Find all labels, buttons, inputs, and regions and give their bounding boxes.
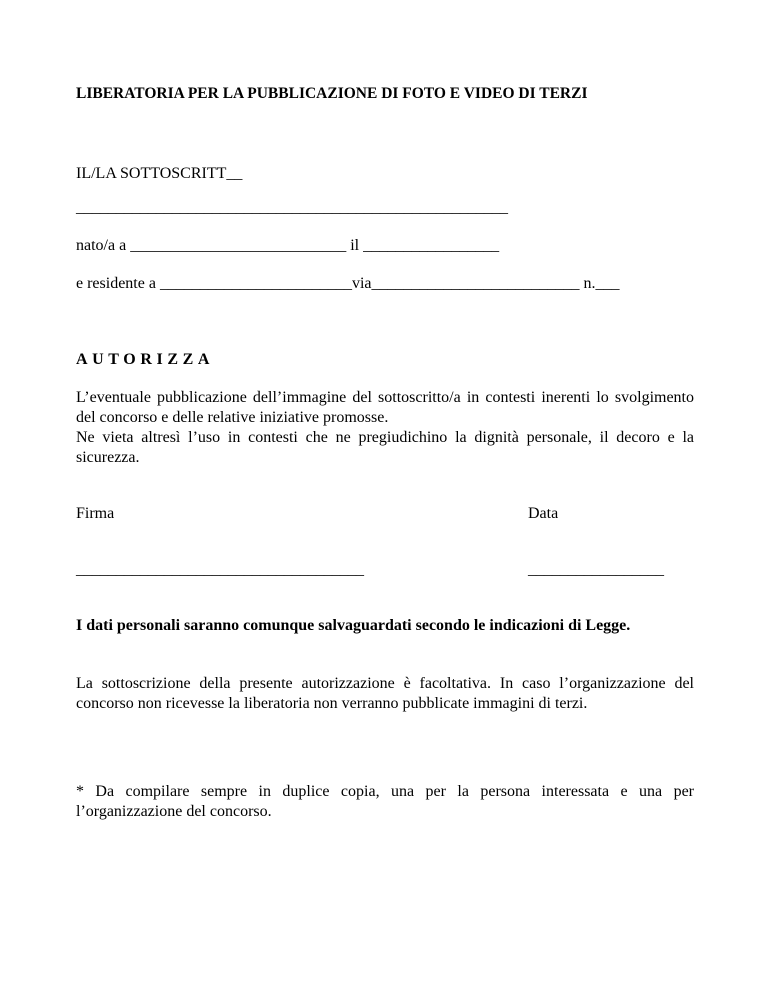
authorize-text-1: L’eventuale pubblicazione dell’immagine del sottoscritto/a in contesti inerenti lo svolgimento del concorso e delle relative iniziative promosse. — [76, 389, 694, 426]
authorize-heading: AUTORIZZA — [76, 351, 215, 368]
signer-label: IL/LA SOTTOSCRITT__ — [76, 165, 243, 182]
authorize-paragraph — [76, 388, 694, 468]
name-blank-line[interactable]: ______________________________________________________ — [76, 199, 508, 216]
privacy-note: I dati personali saranno comunque salvaguardati secondo le indicazioni di Legge. — [76, 617, 631, 634]
signature-label: Firma — [76, 505, 115, 522]
optional-note: La sottoscrizione della presente autorizzazione è facoltativa. In caso l’organizzazione del concorso non ricevesse la liberatoria non verranno pubblicate immagini di terzi. — [76, 675, 694, 712]
document-title: LIBERATORIA PER LA PUBBLICAZIONE DI FOTO E VIDEO DI TERZI — [76, 85, 588, 102]
date-blank-line[interactable]: _________________ — [528, 561, 664, 578]
birth-blank-line[interactable]: nato/a a ___________________________ il _________________ — [76, 237, 500, 254]
date-label: Data — [528, 505, 559, 522]
authorize-text-2: Ne vieta altresì l’uso in contesti che ne pregiudichino la dignità personale, il decoro e la sicurezza. — [76, 429, 694, 466]
residence-blank-line[interactable]: e residente a ________________________via__________________________ n.___ — [76, 275, 620, 292]
footnote: * Da compilare sempre in duplice copia, una per la persona interessata e una per l’organizzazione del concorso. — [76, 783, 694, 820]
signature-blank-line[interactable]: ____________________________________ — [76, 561, 364, 578]
